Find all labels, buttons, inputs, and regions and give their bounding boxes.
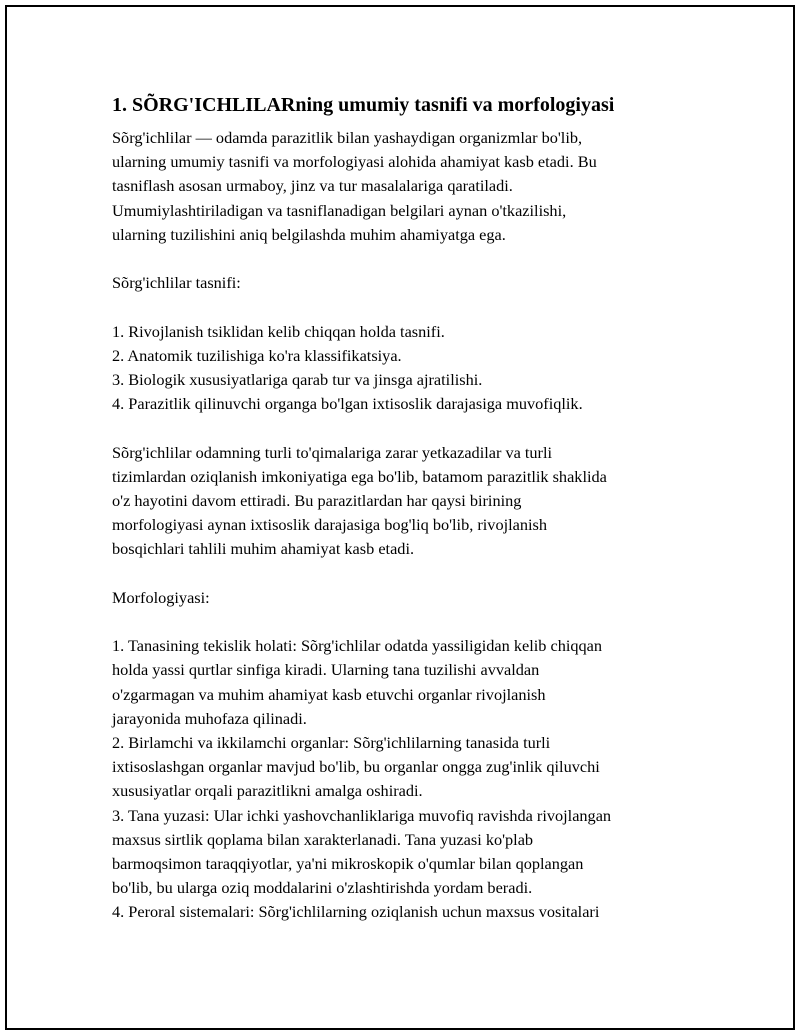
- document-title: 1. SÕRG'ICHLILARning umumiy tasnifi va morfologiyasi: [112, 94, 615, 116]
- morphology-line: 2. Birlamchi va ikkilamchi organlar: Sõrg'ichlilarning tanasida turli: [112, 733, 551, 752]
- spacer: [112, 247, 697, 271]
- morphology-line: 4. Peroral sistemalari: Sõrg'ichlilarning oziqlanish uchun maxsus vositalari: [112, 902, 600, 922]
- middle-line: bosqichlari tahlili muhim ahamiyat kasb etadi.: [112, 539, 415, 559]
- list-item: 2. Anatomik tuzilishiga ko'ra klassifikatsiya.: [112, 345, 402, 365]
- morphology-line: ixtisoslashgan organlar mavjud bo'lib, bu organlar ongga zug'inlik qiluvchi: [112, 757, 600, 777]
- intro-line: ularning tuzilishini aniq belgilashda muhim ahamiyatga ega.: [112, 224, 506, 244]
- list-item: 1. Rivojlanish tsiklidan kelib chiqqan holda tasnifi.: [112, 321, 445, 341]
- middle-line: tizimlardan oziqlanish imkoniyatiga ega bo'lib, batamom parazitlik shaklida: [112, 466, 607, 486]
- morphology-line: holda yassi qurtlar sinfiga kiradi. Ularning tana tuzilishi avvaldan: [112, 660, 540, 680]
- morphology-line: xususiyatlar orqali parazitlikni amalga oshiradi.: [112, 781, 423, 801]
- morphology-line: maxsus sirtlik qoplama bilan xarakterlanadi. Tana yuzasi ko'plab: [112, 829, 534, 849]
- middle-line: morfologiyasi aynan ixtisoslik darajasiga bog'liq bo'lib, rivojlanish: [112, 515, 547, 535]
- intro-paragraph: [112, 126, 697, 247]
- morphology-line: bo'lib, bu ularga oziq moddalarini o'zlashtirishda yordam beradi.: [112, 878, 533, 898]
- morphology-line: 3. Tana yuzasi: Ular ichki yashovchanliklariga muvofiq ravishda rivojlangan: [112, 805, 612, 825]
- spacer: [112, 416, 697, 440]
- intro-line: tasniflash asosan urmaboy, jinz va tur masalalariga qaratiladi.: [112, 176, 513, 196]
- list-item: 4. Parazitlik qilinuvchi organga bo'lgan ixtisoslik darajasiga muvofiqlik.: [112, 394, 583, 414]
- spacer: [112, 295, 697, 319]
- intro-line: Sõrg'ichlilar — odamda parazitlik bilan yashaydigan organizmlar bo'lib,: [112, 128, 583, 147]
- spacer: [112, 562, 697, 586]
- morphology-line: jarayonida muhofaza qilinadi.: [112, 708, 307, 728]
- morphology-line: 1. Tanasining tekislik holati: Sõrg'ichlilar odatda yassiligidan kelib chiqqan: [112, 636, 603, 656]
- morphology-line: o'zgarmagan va muhim ahamiyat kasb etuvchi organlar rivojlanish: [112, 684, 546, 704]
- morphology-list: [112, 634, 697, 924]
- middle-paragraph: [112, 441, 697, 562]
- spacer: [112, 610, 697, 634]
- morphology-line: barmoqsimon taraqqiyotlar, ya'ni mikroskopik o'qumlar bilan qoplangan: [112, 854, 584, 874]
- middle-line: o'z hayotini davom ettiradi. Bu parazitlardan har qaysi birining: [112, 491, 522, 510]
- list-item: 3. Biologik xususiyatlariga qarab tur va jinsga ajratilishi.: [112, 370, 483, 389]
- morphology-heading: Morfologiyasi:: [112, 587, 210, 607]
- middle-line: Sõrg'ichlilar odamning turli to'qimalariga zarar yetkazadilar va turli: [112, 442, 553, 462]
- intro-line: ularning umumiy tasnifi va morfologiyasi alohida ahamiyat kasb etadi. Bu: [112, 152, 597, 172]
- document-body: [112, 92, 697, 925]
- classification-heading: Sõrg'ichlilar tasnifi:: [112, 273, 241, 293]
- classification-list: [112, 320, 697, 417]
- intro-line: Umumiylashtiriladigan va tasniflanadigan belgilari aynan o'tkazilishi,: [112, 200, 567, 220]
